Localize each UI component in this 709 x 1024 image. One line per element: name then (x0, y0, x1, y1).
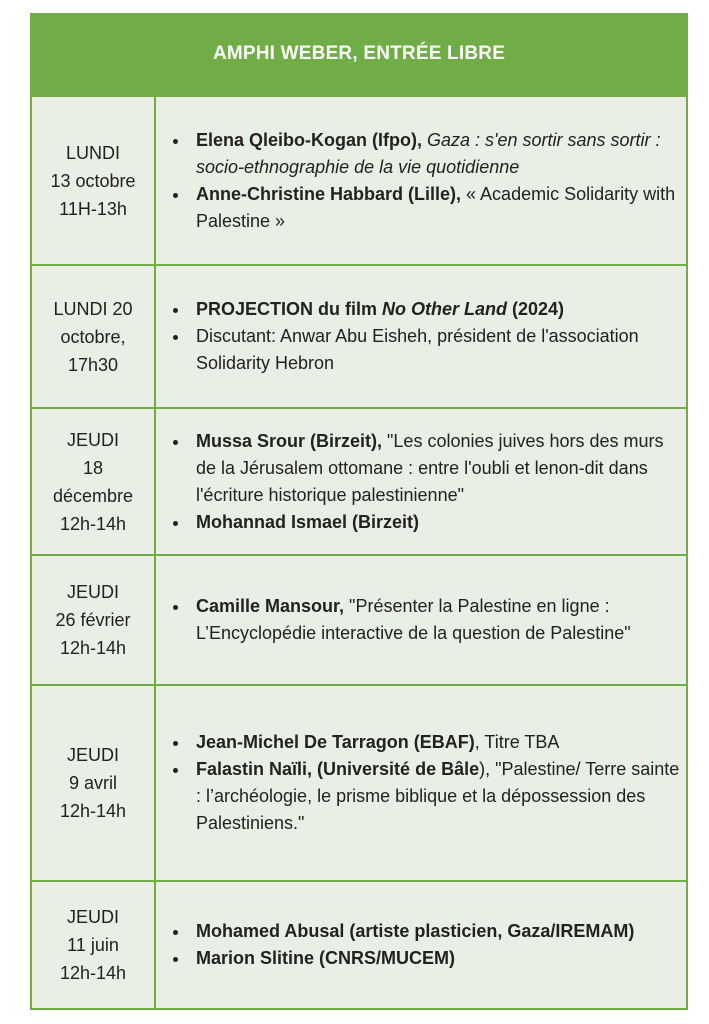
schedule-row (31, 881, 687, 1009)
talk-item: • PROJECTION du film No Other Land (2024) (190, 296, 686, 323)
talk-item: • Camille Mansour, "Présenter la Palestine en ligne : L’Encyclopédie interactive de la question de Palestine" (190, 593, 686, 647)
talk-item: • Mussa Srour (Birzeit), "Les colonies juives hors des murs de la Jérusalem ottomane : entre l'oubli et lenon-dit dans l'écriture historique palestinienne" (190, 428, 686, 509)
schedule-table (30, 95, 688, 1010)
session-date: JEUDI 9 avril 12h-14h (31, 685, 155, 881)
session-date: JEUDI 18 décembre 12h-14h (31, 408, 155, 555)
session-talks (155, 408, 687, 555)
schedule-row (31, 265, 687, 408)
schedule-row (31, 685, 687, 881)
talk-item: • Elena Qleibo-Kogan (Ifpo), Gaza : s'en sortir sans sortir : socio-ethnographie de la vie quotidienne (190, 127, 686, 181)
session-date: JEUDI 11 juin 12h-14h (31, 881, 155, 1009)
venue-header (30, 13, 688, 95)
talk-item: • Discutant: Anwar Abu Eisheh, président de l'association Solidarity Hebron (190, 323, 686, 377)
talk-item: • Mohannad Ismael (Birzeit) (190, 509, 686, 536)
talk-item: • Marion Slitine (CNRS/MUCEM) (190, 945, 686, 972)
session-talks (155, 265, 687, 408)
session-talks (155, 881, 687, 1009)
venue-title: AMPHI WEBER, ENTRÉE LIBRE (212, 43, 506, 64)
talk-item: • Falastin Naïli, (Université de Bâle), "Palestine/ Terre sainte : l’archéologie, le prisme biblique et la dépossession des Palestiniens." (190, 756, 686, 837)
session-date: LUNDI 20 octobre, 17h30 (31, 265, 155, 408)
session-date: LUNDI 13 octobre 11H-13h (31, 96, 155, 265)
session-talks (155, 555, 687, 685)
talk-item: • Anne-Christine Habbard (Lille), « Academic Solidarity with Palestine » (190, 181, 686, 235)
talk-item: • Mohamed Abusal (artiste plasticien, Gaza/IREMAM) (190, 918, 686, 945)
session-talks (155, 96, 687, 265)
schedule-row (31, 96, 687, 265)
session-date: JEUDI 26 février 12h-14h (31, 555, 155, 685)
talk-item: • Jean-Michel De Tarragon (EBAF), Titre TBA (190, 729, 686, 756)
schedule-row (31, 408, 687, 555)
session-talks (155, 685, 687, 881)
schedule-row (31, 555, 687, 685)
